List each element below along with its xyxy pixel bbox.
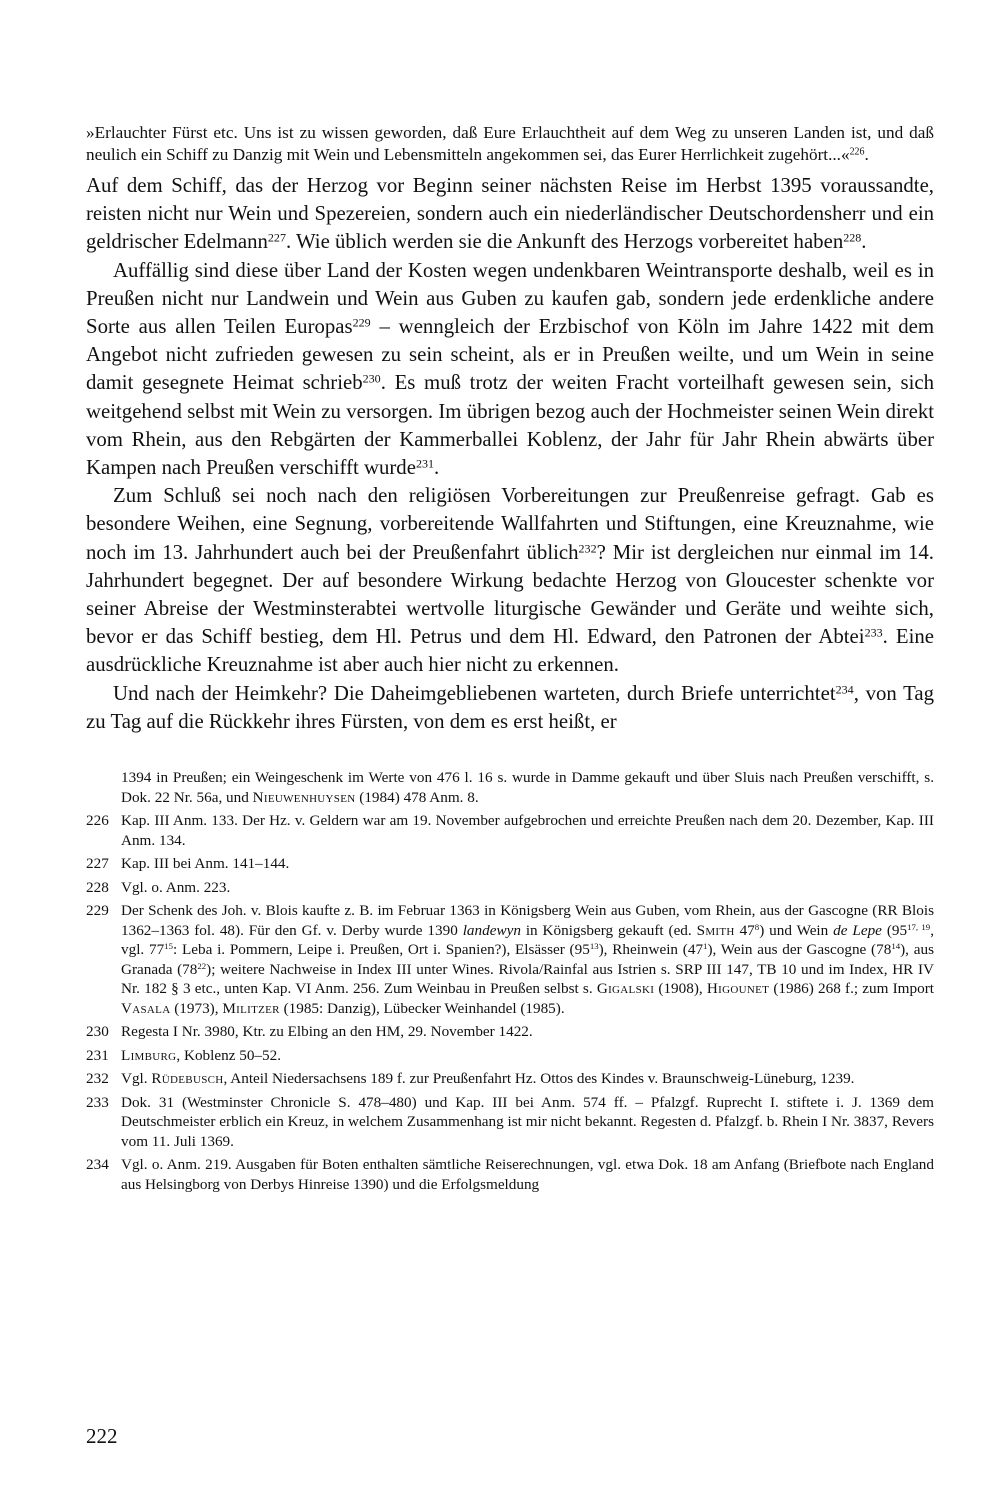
footnote-continuation: 1394 in Preußen; ein Weingeschenk im Werte von 476 l. 16 s. wurde in Damme gekauft und über Sluis nach Preußen verschifft, s. Dok. 22 Nr. 56a, und Nieuwenhuysen (1984) 478 Anm. 8.: [121, 769, 934, 806]
footnote-231: 231 Limburg, Koblenz 50–52.: [86, 1046, 281, 1064]
footnote-229: 229 Der Schenk des Joh. v. Blois kaufte z. B. im Februar 1363 in Königsberg Wein aus Guben, vom Rhein, aus der Gascogne (RR Blois 1362–1363 fol. 48). Für den Gf. v. Derby wurde 1390 landewyn in Königsberg gekauft (ed. Smith $47^8$) und Wein de Lepe (95$^{17, 19}$, vgl. $77^{15}$: Leba i. Pommern, Leipe i. Preußen, Ort i. Spanien?), Elsässer $(95^{13})$, Rheinwein $(47^1)$, Wein aus der Gascogne $(78^{14})$, aus Granada $(78^{22})$; weitere Nachweise in Index III unter Wines. Rivola/Rainfal aus Istrien s. SRP III 147, TB 10 und im Index, HR IV Nr. 182 § 3 etc., unten Kap. VI Anm. 256. Zum Weinbau in Preußen selbst s. Gigalski (1908), Higounet (1986) 268 f.; zum Import Vasala (1973), Militzer (1985: Danzig), Lübecker Weinhandel (1985).: [86, 902, 934, 1017]
footnote-ref[interactable]: 227: [267, 230, 286, 245]
block-quote: »Erlauchter Fürst etc. Uns ist zu wissen geworden, daß Eure Erlauchtheit auf dem Weg zu unseren Landen ist, und daß neulich ein Schiff zu Danzig mit Wein und Lebensmitteln angekommen sei, das Eurer Herrlichkeit zugehört...«$^{226}$.: [86, 123, 934, 164]
footnote-230: 230 Regesta I Nr. 3980, Ktr. zu Elbing an den HM, 29. November 1422.: [86, 1023, 533, 1041]
footnotes: [86, 768, 934, 1194]
footnote-234: 234 Vgl. o. Anm. 219. Ausgaben für Boten enthalten sämtliche Reiserechnungen, vgl. etwa Dok. 18 am Anfang (Briefbote nach England aus Helsingborg von Derbys Hinreise 1390) und die Erfolgsmeldung: [86, 1156, 934, 1193]
footnote-ref[interactable]: 228: [843, 230, 862, 245]
footnote-ref[interactable]: 232: [578, 541, 597, 556]
paragraph-3: Zum Schluß sei noch nach den religiösen Vorbereitungen zur Preußenreise gefragt. Gab es besondere Weihen, eine Segnung, vorbereitende Wallfahrten und Stiftungen, eine Kreuznahme, wie noch im 13. Jahrhundert auch bei der Preußenfahrt üblich$^{232}$? Mir ist dergleichen nur einmal im 14. Jahrhundert begegnet. Der auf besondere Wirkung bedachte Herzog von Gloucester schenkte vor seiner Abreise der Westminsterabtei wertvolle liturgische Gewänder und Geräte und weihte sich, bevor er das Schiff bestieg, dem Hl. Petrus und dem Hl. Edward, den Patronen der Abtei$^{233}$. Eine ausdrückliche Kreuznahme ist aber auch hier nicht zu erkennen.: [86, 484, 934, 677]
paragraph-1: Auf dem Schiff, das der Herzog vor Beginn seiner nächsten Reise im Herbst 1395 voraussandte, reisten nicht nur Wein und Spezereien, sondern auch ein niederländischer Deutschordensherr und ein geldrischer Edelmann$^{227}$. Wie üblich werden sie die Ankunft des Herzogs vorbereitet haben$^{228}$.: [86, 174, 934, 254]
footnote-232: 232 Vgl. Rüdebusch, Anteil Niedersachsens 189 f. zur Preußenfahrt Hz. Ottos des Kindes v. Braunschweig-Lüneburg, 1239.: [86, 1070, 855, 1088]
paragraph-4: Und nach der Heimkehr? Die Daheimgebliebenen warteten, durch Briefe unterrichtet$^{234}$, von Tag zu Tag auf die Rückkehr ihres Fürsten, von dem es erst heißt, er: [86, 681, 934, 733]
footnote-ref[interactable]: 233: [864, 625, 883, 640]
paragraph-2: Auffällig sind diese über Land der Kosten wegen undenkbaren Weintransporte deshalb, weil es in Preußen nicht nur Landwein und Wein aus Guben zu kaufen gab, sondern jede erdenkliche andere Sorte aus allen Teilen Europas$^{229}$ – wenngleich der Erzbischof von Köln im Jahre 1422 mit dem Angebot nicht zufrieden gewesen zu sein scheint, als er in Preußen weilte, und um Wein in seine damit gesegnete Heimat schrieb$^{230}$. Es muß trotz der weiten Fracht vorteilhaft gewesen sein, sich weitgehend selbst mit Wein zu versorgen. Im übrigen bezog auch der Hochmeister seinen Wein direkt vom Rhein, aus den Rebgärten der Kammerballei Koblenz, der Jahr für Jahr Rhein abwärts über Kampen nach Preußen verschifft wurde$^{231}$.: [86, 258, 934, 480]
footnote-227: 227 Kap. III bei Anm. 141–144.: [86, 855, 290, 873]
page-body: [86, 122, 934, 1198]
footnote-ref[interactable]: 234: [835, 682, 854, 697]
footnote-226: 226 Kap. III Anm. 133. Der Hz. v. Geldern war am 19. November aufgebrochen und erreichte Preußen nach dem 20. Dezember, Kap. III Anm. 134.: [86, 812, 934, 849]
footnote-233: 233 Dok. 31 (Westminster Chronicle S. 478–480) und Kap. III bei Anm. 574 ff. – Pfalzgf. Ruprecht I. stiftete i. J. 1369 dem Deutschmeister erblich ein Kreuz, in welchem Zusammenhang ist mir nicht bekannt. Regesten d. Pfalzgf. b. Rhein I Nr. 3837, Revers vom 11. Juli 1369.: [86, 1093, 934, 1150]
footnote-228: 228 Vgl. o. Anm. 223.: [86, 878, 231, 896]
footnote-ref[interactable]: 231: [415, 456, 435, 471]
page-number: 222: [86, 1424, 118, 1448]
footnote-ref[interactable]: 229: [352, 315, 371, 330]
footnote-ref[interactable]: 226: [849, 146, 865, 158]
footnote-ref[interactable]: 230: [362, 371, 381, 386]
